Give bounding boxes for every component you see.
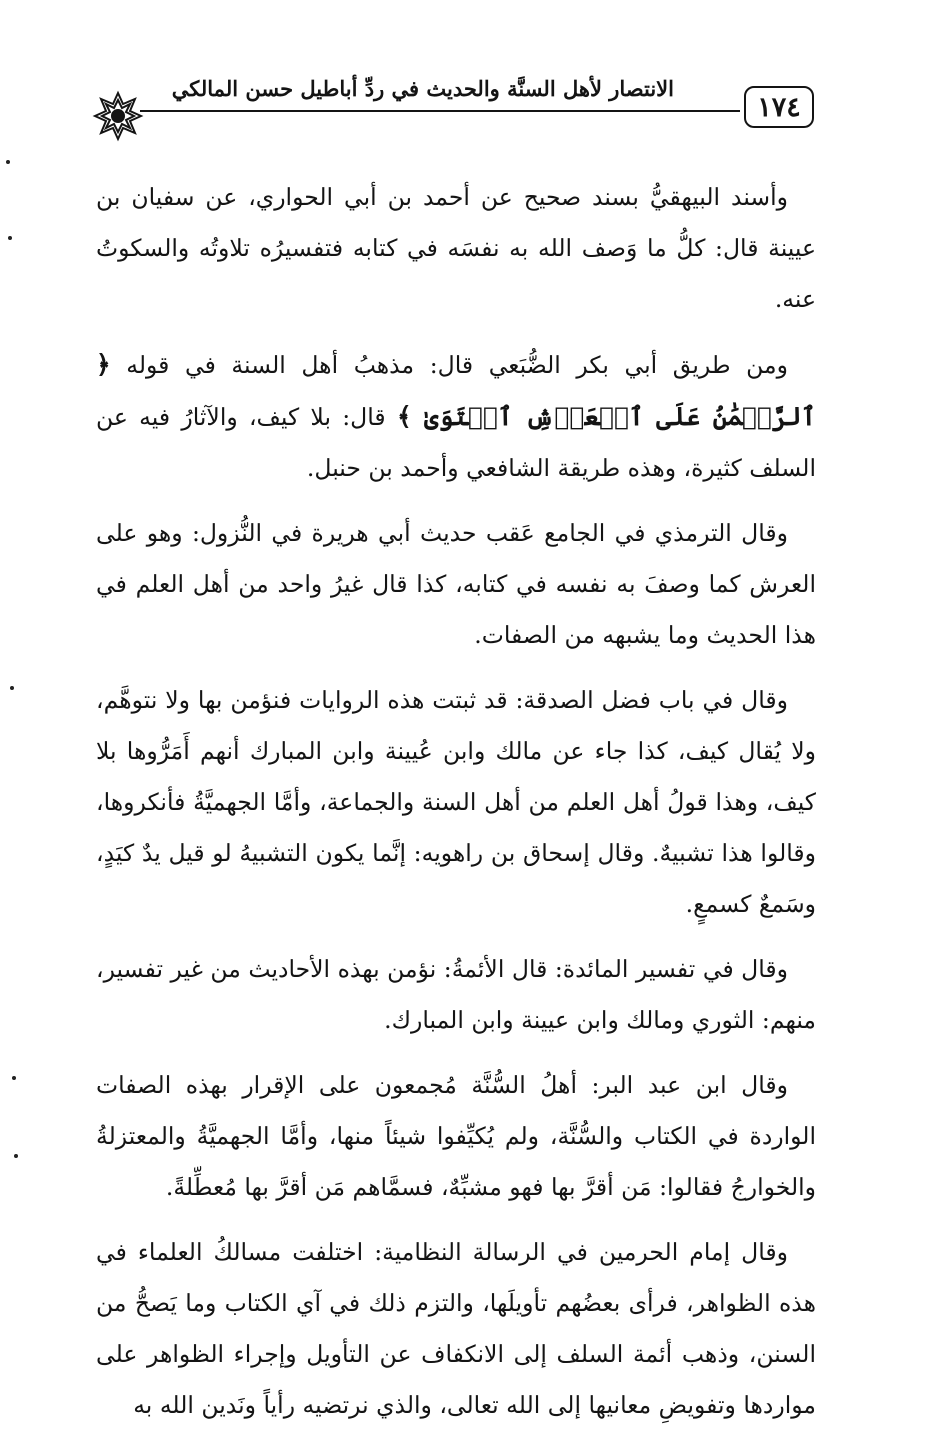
- header-rule: [140, 110, 740, 112]
- paragraph: وقال في باب فضل الصدقة: قد ثبتت هذه الروايات فنؤمن بها ولا نتوهَّم، ولا يُقال كيف، كذا جاء عن مالك وابن عُيينة وابن المبارك أنهم أَمَرُّوها بلا كيف، وهذا قولُ أهل العلم من أهل السنة والجماعة، وأمَّا الجهميَّةُ فأنكروها، وقالوا هذا تشبيهٌ. وقال إسحاق بن راهويه: إنَّما يكون التشبيهُ لو قيل يدٌ كيَدٍ، وسَمعٌ كسمعٍ.: [96, 686, 816, 918]
- page-number: ١٧٤: [744, 86, 814, 128]
- scan-speck: [6, 160, 10, 164]
- scan-speck: [8, 236, 12, 240]
- scan-speck: [14, 1154, 18, 1158]
- star-ornament-icon: [92, 90, 144, 142]
- paragraph: [96, 339, 816, 494]
- running-header: [92, 72, 814, 136]
- body-text: [96, 172, 816, 1445]
- quran-verse: ﴿ ٱلرَّحۡمَٰنُ عَلَى ٱلۡعَرۡشِ ٱسۡتَوَىٰ ﴾: [96, 350, 816, 431]
- paragraph-text: قال: بلا كيف، والآثارُ فيه عن السلف كثيرة، وهذه طريقة الشافعي وأحمد بن حنبل.: [96, 403, 816, 482]
- paragraph: وقال الترمذي في الجامع عَقب حديث أبي هريرة في النُّزول: وهو على العرش كما وصفَ به نفسه في كتابه، كذا قال غيرُ واحد من أهل العلم في هذا الحديث وما يشبهه من الصفات.: [96, 519, 816, 649]
- paragraph: وقال إمام الحرمين في الرسالة النظامية: اختلفت مسالكُ العلماء في هذه الظواهر، فرأى بعضُهم تأويلَها، والتزم ذلك في آي الكتاب وما يَصحُّ من السنن، وذهب أئمة السلف إلى الانكفاف عن التأويل وإجراء الظواهر على مواردها وتفويضِ معانيها إلى الله تعالى، والذي نرتضيه رأياً ونَدين الله به: [96, 1238, 816, 1419]
- scan-speck: [12, 1076, 16, 1080]
- paragraph-text: ومن طريق أبي بكر الضُّبَعي قال: مذهبُ أهل السنة في قوله: [126, 351, 788, 379]
- scan-speck: [10, 686, 14, 690]
- paragraph: وأسند البيهقيُّ بسند صحيح عن أحمد بن أبي الحواري، عن سفيان بن عيينة قال: كلُّ ما وَصف الله به نفسَه في كتابه فتفسيرُه تلاوتُه والسكوتُ عنه.: [96, 183, 816, 313]
- paragraph: وقال في تفسير المائدة: قال الأئمةُ: نؤمن بهذه الأحاديث من غير تفسير، منهم: الثوري ومالك وابن عيينة وابن المبارك.: [96, 955, 816, 1034]
- paragraph: وقال ابن عبد البر: أهلُ السُّنَّة مُجمعون على الإقرار بهذه الصفات الواردة في الكتاب والسُّنَّة، ولم يُكيِّفوا شيئاً منها، وأمَّا الجهميَّةُ والمعتزلةُ والخوارجُ فقالوا: مَن أقرَّ بها فهو مشبِّهٌ، فسمَّاهم مَن أقرَّ بها مُعطِّلةً.: [96, 1071, 816, 1201]
- header-title: الانتصار لأهل السنَّة والحديث في ردِّ أباطيل حسن المالكي: [171, 76, 674, 101]
